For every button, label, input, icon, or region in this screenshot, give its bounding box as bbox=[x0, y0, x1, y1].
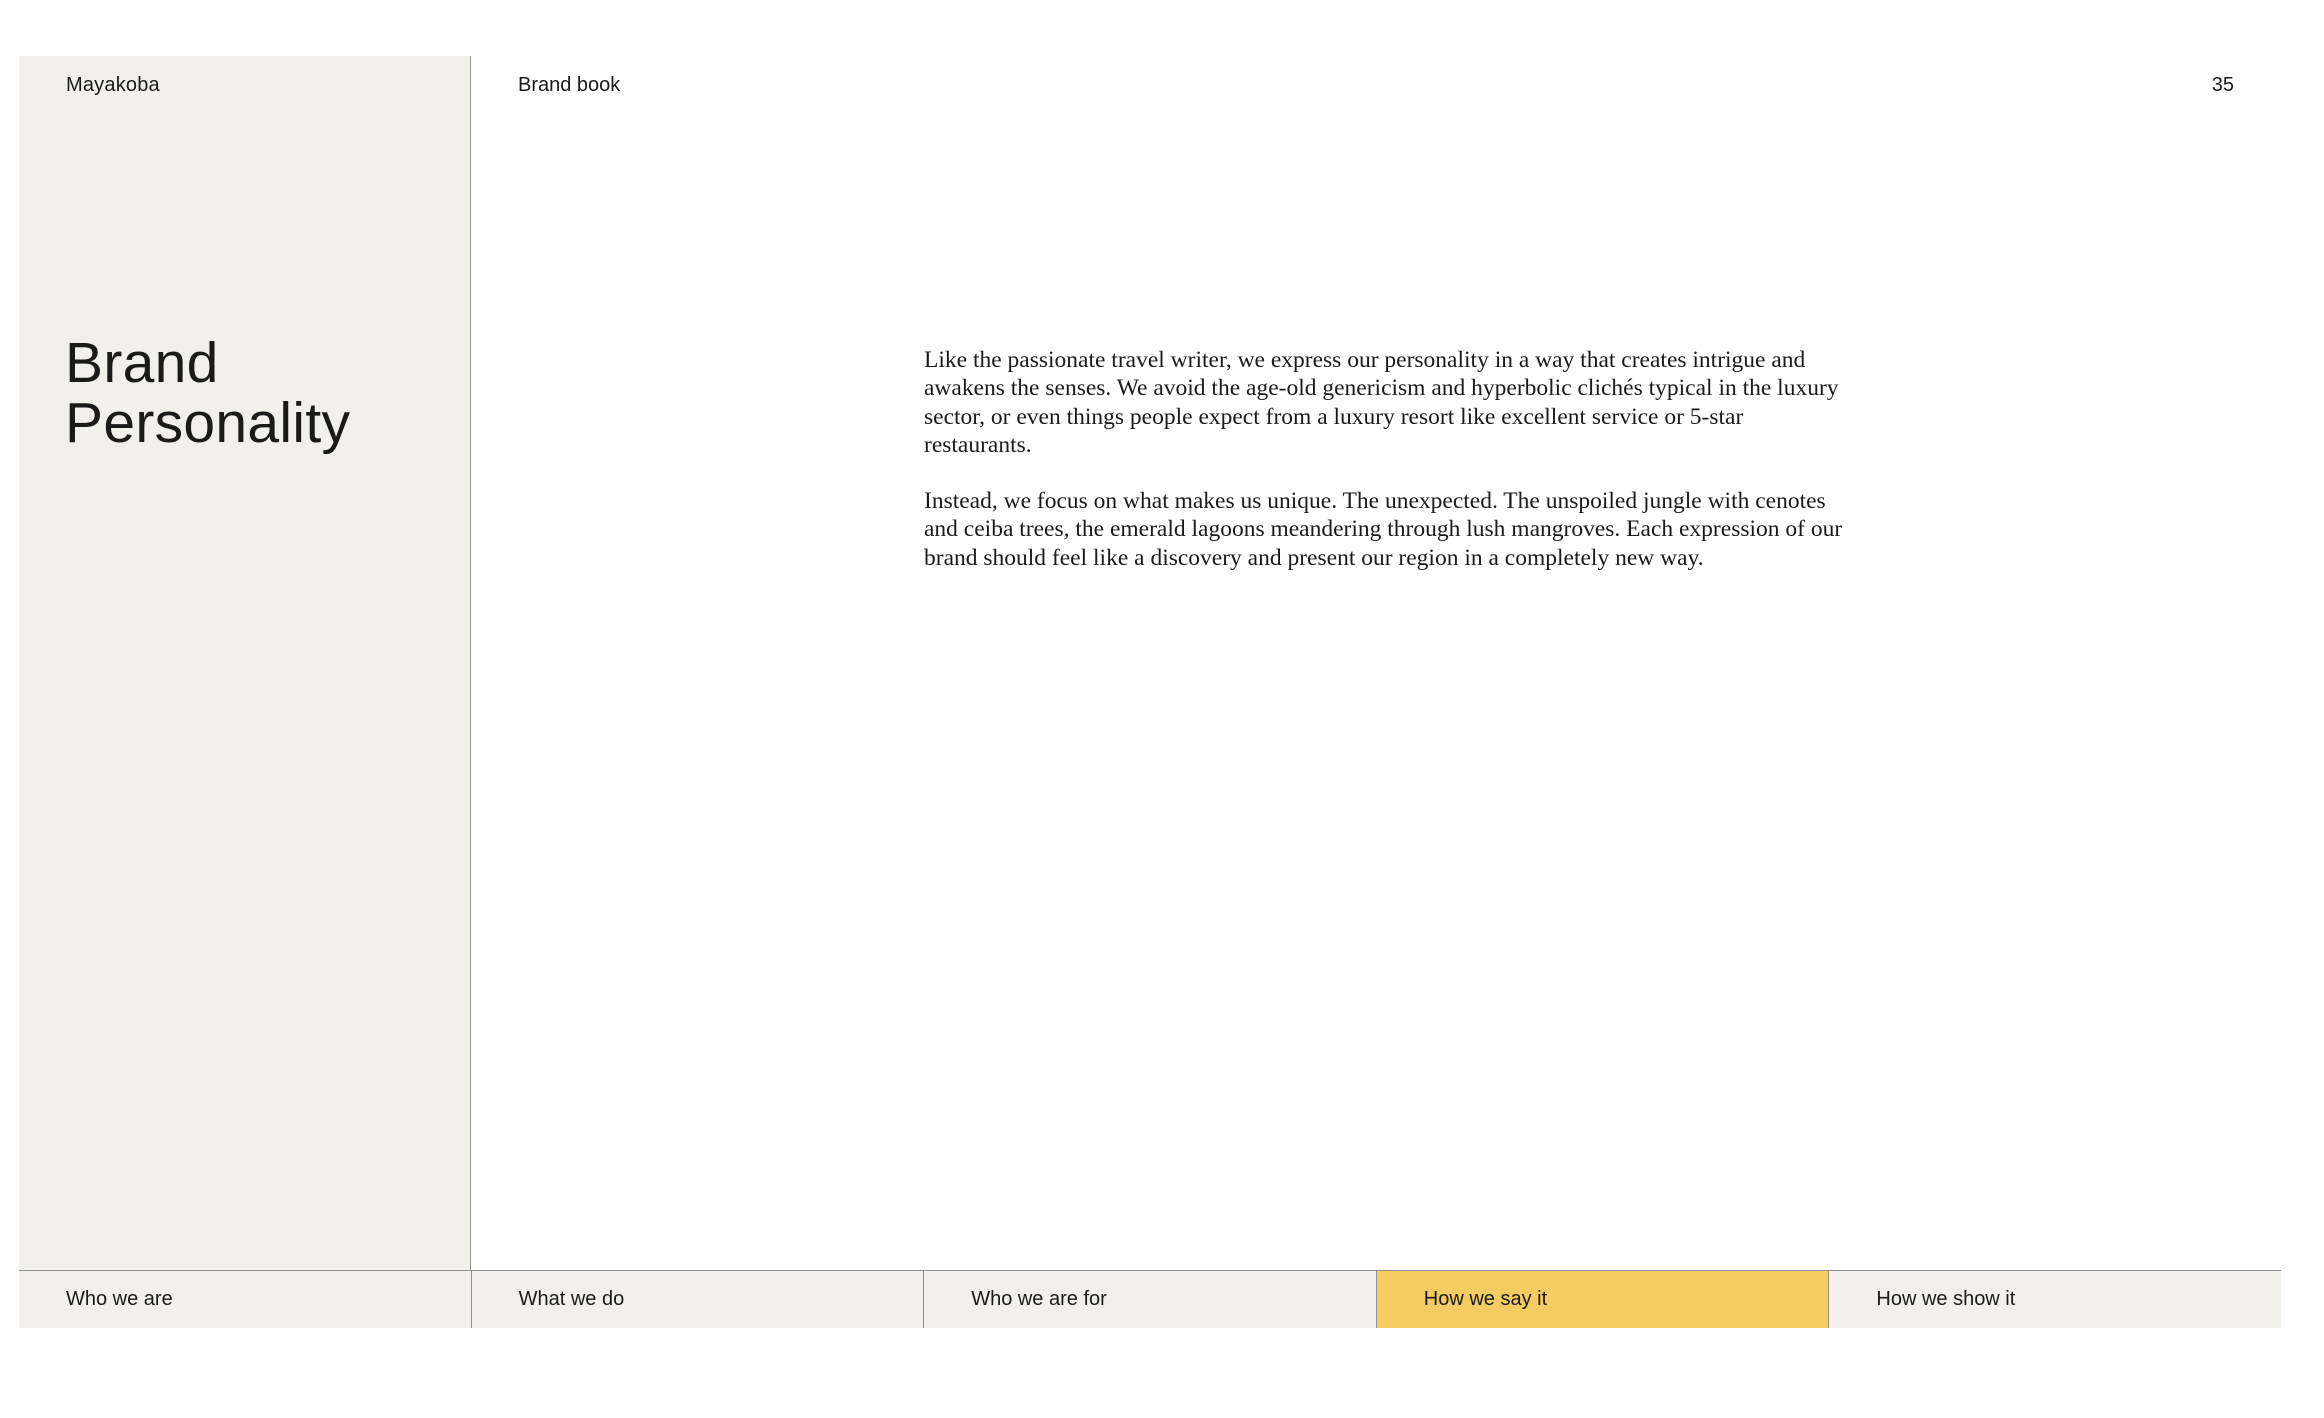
document-label: Brand book bbox=[518, 74, 621, 96]
section-title-line-2: Personality bbox=[65, 391, 351, 455]
brand-name: Mayakoba bbox=[66, 74, 160, 96]
nav-tab-what-we-do[interactable]: What we do bbox=[472, 1271, 925, 1328]
section-title bbox=[65, 333, 350, 453]
nav-tab-who-we-are-for[interactable]: Who we are for bbox=[924, 1271, 1377, 1328]
nav-tab-who-we-are[interactable]: Who we are bbox=[19, 1271, 472, 1328]
brand-book-page bbox=[19, 56, 2281, 1328]
nav-tab-how-we-show-it[interactable]: How we show it bbox=[1829, 1271, 2281, 1328]
sidebar-panel bbox=[19, 56, 471, 1271]
section-nav bbox=[19, 1270, 2281, 1328]
page-number: 35 bbox=[2211, 74, 2234, 96]
paragraph-focus: Instead, we focus on what makes us unique. The unexpected. The unspoiled jungle with cenotes and ceiba trees, the emerald lagoons meandering through lush mangroves. Each expression of our brand should feel like a discovery and present our region in a completely new way. bbox=[924, 488, 1843, 571]
body-copy bbox=[924, 346, 1844, 600]
nav-tab-how-we-say-it[interactable]: How we say it bbox=[1377, 1271, 1830, 1328]
section-title-line-1: Brand bbox=[65, 331, 219, 395]
paragraph-intro: Like the passionate travel writer, we express our personality in a way that creates intrigue and awakens the senses. We avoid the age-old genericism and hyperbolic clichés typical in the luxury sector, or even things people expect from a luxury resort like excellent service or 5-star restaurants. bbox=[924, 347, 1839, 458]
